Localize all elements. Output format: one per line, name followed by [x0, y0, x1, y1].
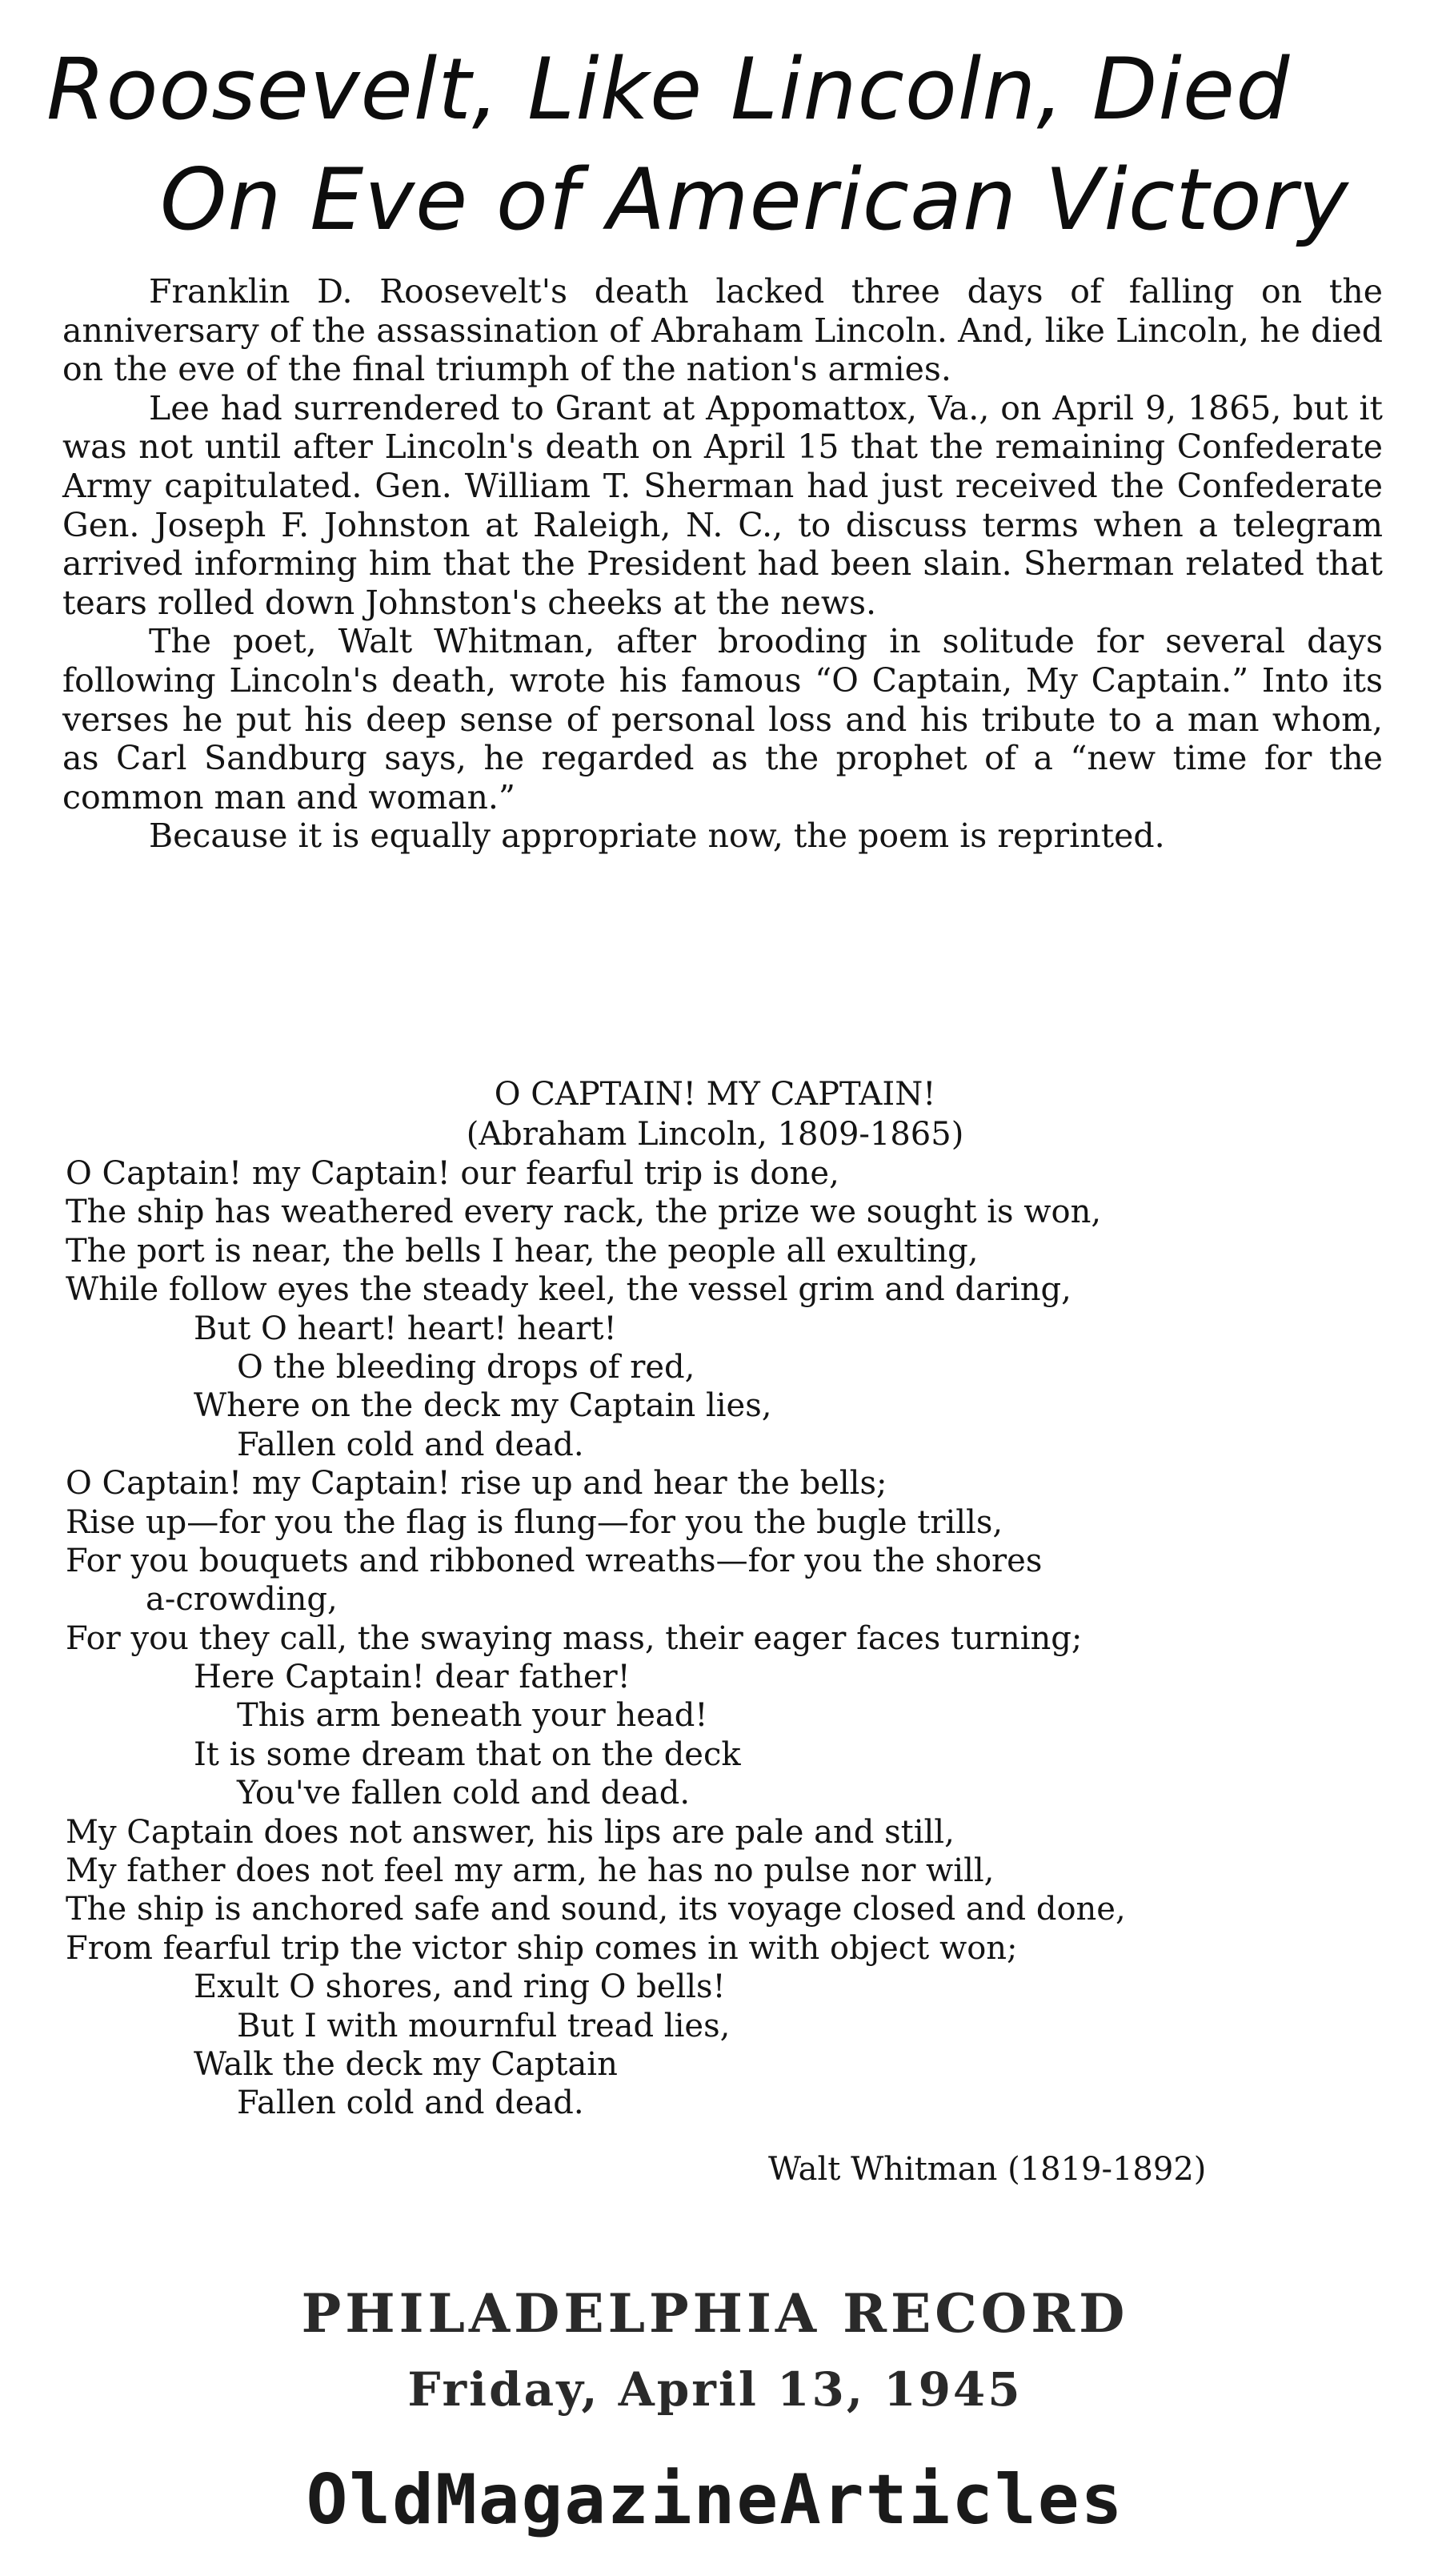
poem-line: While follow eyes the steady keel, the vessel grim and daring, — [66, 1271, 1071, 1309]
poem-line: Where on the deck my Captain lies, — [194, 1387, 772, 1425]
poem-line: Fallen cold and dead. — [237, 1426, 584, 1463]
poem-subtitle: (Abraham Lincoln, 1809-1865) — [466, 1116, 964, 1153]
poem-line: a-crowding, — [146, 1581, 338, 1619]
publication-date: Friday, April 13, 1945 — [407, 2362, 1023, 2417]
poem-line: You've fallen cold and dead. — [237, 1775, 691, 1812]
publication-name: PHILADELPHIA RECORD — [301, 2282, 1129, 2345]
poem-line: But O heart! heart! heart! — [194, 1310, 617, 1347]
poem-line: Walk the deck my Captain — [194, 2045, 618, 2083]
headline-line-1: Roosevelt, Like Lincoln, Died — [46, 40, 1291, 138]
poem-line: O Captain! my Captain! rise up and hear the bells; — [66, 1465, 887, 1503]
poem-line: It is some dream that on the deck — [194, 1735, 741, 1773]
poem-line: The ship is anchored safe and sound, its voyage closed and done, — [66, 1891, 1126, 1928]
poem-line: O Captain! my Captain! our fearful trip is done, — [66, 1155, 839, 1192]
poem-line: My Captain does not answer, his lips are pale and still, — [66, 1813, 955, 1851]
article-body — [62, 272, 1383, 856]
poem-line: The ship has weathered every rack, the prize we sought is won, — [66, 1194, 1102, 1231]
article-paragraph: Because it is equally appropriate now, the poem is reprinted. — [149, 817, 1165, 856]
poem-body — [66, 1154, 1394, 2123]
poem-line: Rise up—for you the flag is flung—for you the bugle trills, — [66, 1503, 1003, 1541]
poem-line: For you bouquets and ribboned wreaths—for you the shores — [66, 1542, 1043, 1579]
poem-line: For you they call, the swaying mass, their eager faces turning; — [66, 1619, 1083, 1657]
poem-line: Here Captain! dear father! — [194, 1659, 631, 1696]
poem-line: From fearful trip the victor ship comes in with object won; — [66, 1929, 1018, 1967]
article-paragraph: The poet, Walt Whitman, after brooding in solitude for several days following Lincoln's death, wrote his famous “O Captain, My Captain.” Into its verses he put his deep sense of personal loss and his tribute to a man whom, as Carl Sandburg says, he regarded as the prophet of a “new time for the common man and woman.” — [62, 622, 1383, 817]
poem-line: Fallen cold and dead. — [237, 2084, 584, 2122]
poem-line: But I with mournful tread lies, — [237, 2007, 731, 2044]
poem-line: My father does not feel my arm, he has no pulse nor will, — [66, 1852, 995, 1890]
poem-line: The port is near, the bells I hear, the people all exulting, — [66, 1232, 979, 1270]
watermark-text: OldMagazineArticles — [306, 2460, 1124, 2540]
poem-line: This arm beneath your head! — [237, 1697, 708, 1735]
poem-line: O the bleeding drops of red, — [237, 1348, 695, 1386]
headline-line-2: On Eve of American Victory — [160, 150, 1349, 249]
article-paragraph: Lee had surrendered to Grant at Appomattox, Va., on April 9, 1865, but it was not until after Lincoln's death on April 15 that the remaining Confederate Army capitulated. Gen. William T. Sherman had just received the Confederate Gen. Joseph F. Johnston at Raleigh, N. C., to discuss terms when a telegram arrived informing him that the President had been slain. Sherman related that tears rolled down Johnston's cheeks at the news. — [62, 388, 1383, 622]
poem-byline: Walt Whitman (1819-1892) — [768, 2151, 1207, 2188]
poem-line: Exult O shores, and ring O bells! — [194, 1968, 726, 2006]
poem-title: O CAPTAIN! MY CAPTAIN! — [494, 1076, 936, 1113]
article-paragraph: Franklin D. Roosevelt's death lacked three days of falling on the anniversary of the assassination of Abraham Lincoln. And, like Lincoln, he died on the eve of the final triumph of the nation's armies. — [62, 272, 1383, 389]
